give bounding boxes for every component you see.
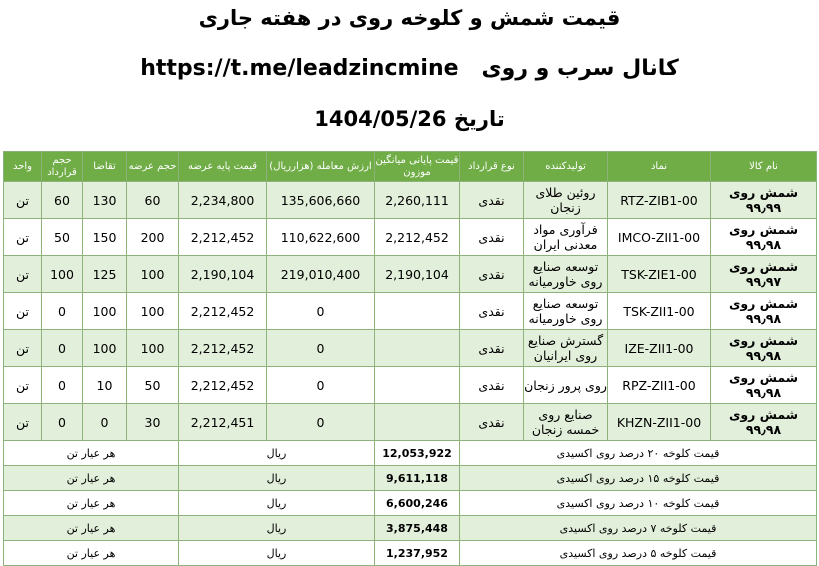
price-currency-cell: ریال — [179, 491, 375, 516]
trade-value-cell: 0 — [267, 367, 375, 404]
date-line — [0, 107, 819, 131]
price-table — [3, 151, 817, 566]
table-row — [4, 404, 817, 441]
final-price-cell — [375, 330, 460, 367]
price-unit-cell: هر عیار تن — [4, 516, 179, 541]
base-price-cell: 2,212,452 — [179, 219, 267, 256]
demand-cell: 150 — [83, 219, 127, 256]
col-header: ارزش معامله (هزارریال) — [267, 152, 375, 182]
price-row — [4, 466, 817, 491]
unit-cell: تن — [4, 219, 42, 256]
date-label: تاریخ — [453, 107, 505, 131]
product-name-cell: شمش روی ۹۹٫۹۸ — [711, 404, 817, 441]
contract-volume-cell: 50 — [42, 219, 83, 256]
col-header: واحد — [4, 152, 42, 182]
contract-type-cell: نقدی — [460, 219, 524, 256]
channel-label: کانال سرب و روی — [481, 56, 679, 81]
symbol-cell: IMCO-ZII1-00 — [608, 219, 711, 256]
contract-type-cell: نقدی — [460, 256, 524, 293]
supply-volume-cell: 60 — [127, 182, 179, 219]
price-label-cell: قیمت کلوخه ۷ درصد روی اکسیدی — [460, 516, 817, 541]
price-unit-cell: هر عیار تن — [4, 541, 179, 566]
price-currency-cell: ریال — [179, 441, 375, 466]
supply-volume-cell: 100 — [127, 330, 179, 367]
final-price-cell: 2,260,111 — [375, 182, 460, 219]
contract-type-cell: نقدی — [460, 330, 524, 367]
table-row — [4, 219, 817, 256]
contract-volume-cell: 100 — [42, 256, 83, 293]
symbol-cell: RTZ-ZIB1-00 — [608, 182, 711, 219]
contract-type-cell: نقدی — [460, 293, 524, 330]
symbol-cell: TSK-ZII1-00 — [608, 293, 711, 330]
unit-cell: تن — [4, 182, 42, 219]
unit-cell: تن — [4, 293, 42, 330]
final-price-cell — [375, 367, 460, 404]
trade-value-cell: 0 — [267, 293, 375, 330]
table-header-row — [4, 152, 817, 182]
price-value-cell: 9,611,118 — [375, 466, 460, 491]
price-currency-cell: ریال — [179, 541, 375, 566]
demand-cell: 125 — [83, 256, 127, 293]
producer-cell: روی پرور زنجان — [524, 367, 608, 404]
producer-cell: فرآوری مواد معدنی ایران — [524, 219, 608, 256]
producer-cell: توسعه صنایع روی خاورمیانه — [524, 293, 608, 330]
price-currency-cell: ریال — [179, 516, 375, 541]
contract-type-cell: نقدی — [460, 367, 524, 404]
col-header: نماد — [608, 152, 711, 182]
final-price-cell — [375, 404, 460, 441]
trade-value-cell: 110,622,600 — [267, 219, 375, 256]
page-title: قیمت شمش و کلوخه روی در هفته جاری — [198, 6, 621, 30]
price-label-cell: قیمت کلوخه ۱۰ درصد روی اکسیدی — [460, 491, 817, 516]
col-header: قیمت پایه عرضه — [179, 152, 267, 182]
demand-cell: 0 — [83, 404, 127, 441]
price-row — [4, 441, 817, 466]
table-row — [4, 293, 817, 330]
symbol-cell: TSK-ZIE1-00 — [608, 256, 711, 293]
producer-cell: توسعه صنایع روی خاورمیانه — [524, 256, 608, 293]
col-header: تولیدکننده — [524, 152, 608, 182]
supply-volume-cell: 100 — [127, 256, 179, 293]
product-name-cell: شمش روی ۹۹٫۹۸ — [711, 367, 817, 404]
symbol-cell: IZE-ZII1-00 — [608, 330, 711, 367]
price-unit-cell: هر عیار تن — [4, 491, 179, 516]
base-price-cell: 2,212,452 — [179, 330, 267, 367]
contract-volume-cell: 60 — [42, 182, 83, 219]
product-name-cell: شمش روی ۹۹٫۹۹ — [711, 182, 817, 219]
base-price-cell: 2,212,451 — [179, 404, 267, 441]
unit-cell: تن — [4, 256, 42, 293]
channel-line — [0, 56, 819, 81]
contract-volume-cell: 0 — [42, 367, 83, 404]
producer-cell: گسترش صنایع روی ایرانیان — [524, 330, 608, 367]
price-value-cell: 12,053,922 — [375, 441, 460, 466]
price-value-cell: 6,600,246 — [375, 491, 460, 516]
symbol-cell: KHZN-ZII1-00 — [608, 404, 711, 441]
base-price-cell: 2,212,452 — [179, 293, 267, 330]
price-value-cell: 1,237,952 — [375, 541, 460, 566]
final-price-cell: 2,190,104 — [375, 256, 460, 293]
contract-volume-cell: 0 — [42, 293, 83, 330]
trade-value-cell: 0 — [267, 330, 375, 367]
col-header: نام کالا — [711, 152, 817, 182]
price-row — [4, 516, 817, 541]
col-header: نوع قرارداد — [460, 152, 524, 182]
contract-volume-cell: 0 — [42, 404, 83, 441]
unit-cell: تن — [4, 404, 42, 441]
col-header: قیمت پایانی میانگین موزون — [375, 152, 460, 182]
price-label-cell: قیمت کلوخه ۵ درصد روی اکسیدی — [460, 541, 817, 566]
price-row — [4, 491, 817, 516]
base-price-cell: 2,190,104 — [179, 256, 267, 293]
price-unit-cell: هر عیار تن — [4, 466, 179, 491]
price-label-cell: قیمت کلوخه ۲۰ درصد روی اکسیدی — [460, 441, 817, 466]
table-row — [4, 367, 817, 404]
table-row — [4, 256, 817, 293]
demand-cell: 100 — [83, 330, 127, 367]
supply-volume-cell: 30 — [127, 404, 179, 441]
supply-volume-cell: 200 — [127, 219, 179, 256]
demand-cell: 100 — [83, 293, 127, 330]
product-name-cell: شمش روی ۹۹٫۹۸ — [711, 330, 817, 367]
contract-volume-cell: 0 — [42, 330, 83, 367]
supply-volume-cell: 100 — [127, 293, 179, 330]
date-value: 1404/05/26 — [314, 107, 447, 131]
producer-cell: صنایع روی خمسه زنجان — [524, 404, 608, 441]
product-name-cell: شمش روی ۹۹٫۹۷ — [711, 256, 817, 293]
col-header: حجم عرضه — [127, 152, 179, 182]
demand-cell: 130 — [83, 182, 127, 219]
base-price-cell: 2,234,800 — [179, 182, 267, 219]
price-currency-cell: ریال — [179, 466, 375, 491]
demand-cell: 10 — [83, 367, 127, 404]
channel-link[interactable]: https://t.me/leadzincmine — [140, 56, 459, 81]
trade-value-cell: 219,010,400 — [267, 256, 375, 293]
price-label-cell: قیمت کلوخه ۱۵ درصد روی اکسیدی — [460, 466, 817, 491]
unit-cell: تن — [4, 367, 42, 404]
contract-type-cell: نقدی — [460, 404, 524, 441]
trade-value-cell: 0 — [267, 404, 375, 441]
producer-cell: روئین طلای زنجان — [524, 182, 608, 219]
table-row — [4, 182, 817, 219]
base-price-cell: 2,212,452 — [179, 367, 267, 404]
col-header: تقاضا — [83, 152, 127, 182]
symbol-cell: RPZ-ZII1-00 — [608, 367, 711, 404]
col-header: حجم قرارداد — [42, 152, 83, 182]
trade-value-cell: 135,606,660 — [267, 182, 375, 219]
product-name-cell: شمش روی ۹۹٫۹۸ — [711, 293, 817, 330]
supply-volume-cell: 50 — [127, 367, 179, 404]
price-unit-cell: هر عیار تن — [4, 441, 179, 466]
final-price-cell: 2,212,452 — [375, 219, 460, 256]
unit-cell: تن — [4, 330, 42, 367]
final-price-cell — [375, 293, 460, 330]
table-row — [4, 330, 817, 367]
price-value-cell: 3,875,448 — [375, 516, 460, 541]
product-name-cell: شمش روی ۹۹٫۹۸ — [711, 219, 817, 256]
contract-type-cell: نقدی — [460, 182, 524, 219]
